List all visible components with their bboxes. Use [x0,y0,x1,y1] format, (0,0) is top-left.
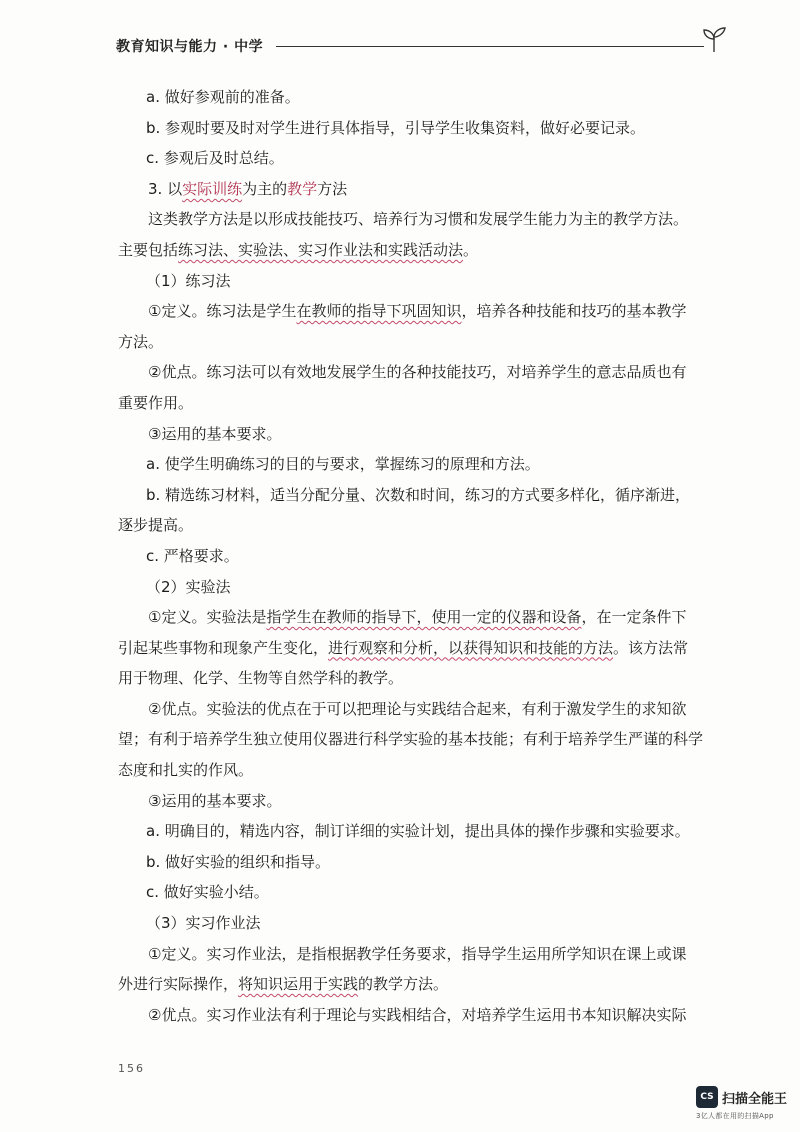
text-segment: ，在一定条件下 [581,608,687,627]
section-heading [118,174,723,205]
scanner-watermark [696,1086,796,1126]
camscanner-logo-icon: CS [696,1086,718,1108]
text-line: 逐步提高。 [118,516,194,535]
text-line [118,969,723,1000]
watermark-tagline: 3亿人都在用的扫描App [696,1112,774,1120]
page-body [118,82,723,1030]
annotated-text: 实际训练 [182,179,243,198]
text-line [118,633,723,664]
text-segment: 的教学方法。 [358,975,449,994]
underlined-text: 练习法、实验法、实习作业法和实践活动法 [178,240,464,259]
annotated-text: 教学 [287,179,318,198]
text-segment: ①定义。练习法是学生 [148,302,297,321]
text-line: 方法。 [118,332,164,351]
heading-text: 方法 [317,179,348,198]
text-line: a. 使学生明确练习的目的与要求，掌握练习的原理和方法。 [146,455,540,474]
text-line: b. 做好实验的组织和指导。 [146,852,331,871]
text-line: ③运用的基本要求。 [148,791,282,810]
underlined-text: 指学生在教师的指导下，使用一定的仪器和设备 [266,608,582,627]
text-line [118,296,723,327]
sprout-icon [700,26,728,54]
underlined-text: 进行观察和分析，以获得知识和技能的方法 [328,638,614,657]
underlined-text: 在教师的指导下巩固知识 [296,302,462,321]
heading-text: 为主的 [242,179,288,198]
text-line: 态度和扎实的作风。 [118,761,254,780]
text-line: 用于物理、化学、生物等自然学科的教学。 [118,669,404,688]
text-segment: 外进行实际操作， [118,975,239,994]
text-line: 望；有利于培养学生独立使用仪器进行科学实验的基本技能；有利于培养学生严谨的科学 [118,730,704,749]
text-line: c. 参观后及时总结。 [146,149,284,168]
text-line: ②优点。实验法的优点在于可以把理论与实践结合起来，有利于激发学生的求知欲 [148,699,687,718]
text-line [118,602,723,633]
text-line: a. 明确目的，精选内容，制订详细的实验计划，提出具体的操作步骤和实验要求。 [146,822,690,841]
text-line: 这类教学方法是以形成技能技巧、培养行为习惯和发展学生能力为主的教学方法。 [148,210,689,229]
heading-number: 3. 以 [148,179,183,198]
text-line: ③运用的基本要求。 [148,424,282,443]
text-line: ②优点。练习法可以有效地发展学生的各种技能技巧，对培养学生的意志品质也有 [148,363,687,382]
subsection-heading: （2）实验法 [146,577,231,596]
text-line [118,235,723,266]
watermark-name: 扫描全能王 [722,1092,788,1107]
page-number: 156 [118,1062,145,1075]
subsection-heading: （3）实习作业法 [146,914,261,933]
running-header [116,32,728,62]
text-segment: 。该方法常 [613,638,689,657]
text-line: b. 参观时要及时对学生进行具体指导，引导学生收集资料，做好必要记录。 [146,118,646,137]
text-segment: 引起某些事物和现象产生变化， [118,638,329,657]
subsection-heading: （1）练习法 [146,271,231,290]
text-line: c. 做好实验小结。 [146,883,269,902]
text-segment: ，培养各种技能和技巧的基本教学 [461,302,687,321]
text-line: ②优点。实习作业法有利于理论与实践相结合，对培养学生运用书本知识解决实际 [148,1005,687,1024]
text-segment: 。 [463,240,479,259]
underlined-text: 将知识运用于实践 [238,975,359,994]
text-line: b. 精选练习材料，适当分配分量、次数和时间，练习的方式要多样化，循序渐进， [146,485,691,504]
header-rule [276,46,704,47]
text-line: c. 严格要求。 [146,546,239,565]
text-line: ①定义。实习作业法，是指根据教学任务要求，指导学生运用所学知识在课上或课 [148,944,687,963]
header-title: 教育知识与能力 · 中学 [116,39,264,55]
text-segment: ①定义。实验法是 [148,608,267,627]
text-line: 重要作用。 [118,393,194,412]
text-line: a. 做好参观前的准备。 [146,88,300,106]
text-segment: 主要包括 [118,240,179,259]
